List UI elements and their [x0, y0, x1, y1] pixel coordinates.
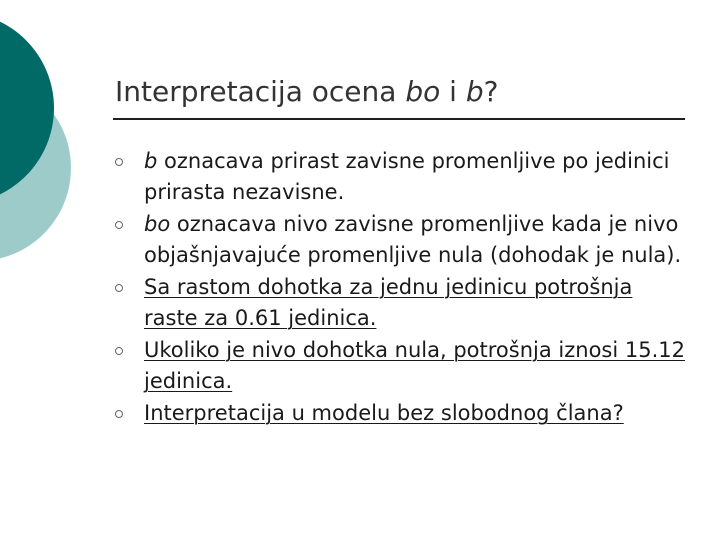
- bullet-ring-icon: [115, 284, 123, 292]
- title-italic-bo: bo: [405, 75, 441, 108]
- bullet-item: [115, 146, 685, 208]
- bullet-link-text[interactable]: Ukoliko je nivo dohotka nula, potrošnja iznosi 15.12 jedinica.: [144, 338, 685, 393]
- bullet-item: [115, 272, 685, 334]
- bullet-text: oznacava prirast zavisne promenljive po jedinici prirasta nezavisne.: [144, 149, 670, 204]
- bullet-italic-term: bo: [144, 212, 171, 236]
- bullet-list: [115, 146, 685, 430]
- bullet-item: [115, 335, 685, 397]
- bullet-text: oznacava nivo zavisne promenljive kada je nivo objašnjavajuće promenljive nula (dohodak je nula).: [144, 212, 682, 267]
- bullet-link-text[interactable]: Sa rastom dohotka za jednu jedinicu potrošnja raste za 0.61 jedinica.: [144, 275, 633, 330]
- bullet-italic-term: b: [144, 149, 158, 173]
- title-question-mark: ?: [483, 75, 499, 108]
- decorative-circles: [0, 0, 120, 300]
- bullet-link-text[interactable]: Interpretacija u modelu bez slobodnog člana?: [144, 401, 624, 425]
- title-divider: [113, 118, 685, 120]
- title-italic-b: b: [465, 75, 484, 108]
- bullet-item: [115, 398, 685, 429]
- title-conjunction: i: [440, 75, 466, 108]
- bullet-ring-icon: [115, 158, 123, 166]
- bullet-item: [115, 209, 685, 271]
- title-text: Interpretacija ocena: [115, 75, 406, 108]
- bullet-ring-icon: [115, 347, 123, 355]
- bullet-ring-icon: [115, 410, 123, 418]
- slide-title: [115, 74, 498, 110]
- bullet-ring-icon: [115, 221, 123, 229]
